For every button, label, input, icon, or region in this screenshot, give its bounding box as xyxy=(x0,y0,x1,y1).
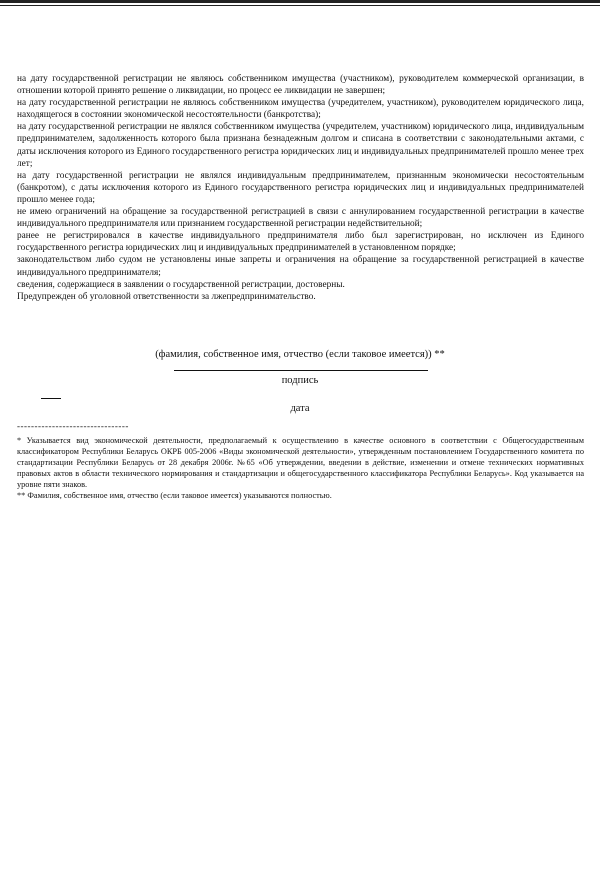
declaration-paragraph: на дату государственной регистрации не являюсь собственником имущества (участником), руководителем коммерческой организации, в отношении которой принято решение о ликвидации, но процесс ее ликвидации не завершен; xyxy=(17,74,584,97)
footnotes xyxy=(17,436,584,501)
declaration-paragraph: ранее не регистрировался в качестве индивидуального предпринимателя либо был зарегистрирован, но исключен из Единого государственного регистра юридических лиц и индивидуальных предпринимателей в установленном порядке; xyxy=(17,231,584,254)
declaration-paragraph: на дату государственной регистрации не являлся индивидуальным предпринимателем, признанным экономически несостоятельным (банкротом), с даты исключения которого из Единого государственного регистра юридических лиц и индивидуальных предпринимателей прошло менее года; xyxy=(17,170,584,205)
date-label: дата xyxy=(290,403,310,414)
top-border-thick xyxy=(0,0,600,3)
date-line xyxy=(41,398,61,399)
signature-label: подпись xyxy=(281,375,319,386)
declaration-paragraph: законодательством либо судом не установлены иные запреты и ограничения на обращение за государственной регистрацией в качестве индивидуального предпринимателя; xyxy=(17,255,584,278)
top-border-thin xyxy=(0,5,600,6)
footnote-full-name: ** Фамилия, собственное имя, отчество (если таковое имеется) указываются полностью. xyxy=(17,490,332,500)
declaration-paragraph: на дату государственной регистрации не являюсь собственником имущества (учредителем, участником), руководителем юридического лица, находящегося в состоянии экономической несостоятельности (банкротства); xyxy=(17,98,584,121)
footnote-separator: -------------------------------- xyxy=(17,421,129,431)
declaration-paragraph: на дату государственной регистрации не являлся собственником имущества (учредителем, участником) юридического лица, индивидуальным предпринимателем, задолженность которого была признана безнадежным долгом и списана в соответствии с законодательными актами, с даты исключения которого из Единого государственного регистра юридических лиц и индивидуальных предпринимателей прошло менее трех лет; xyxy=(17,122,584,169)
declaration-body xyxy=(17,73,584,303)
footnote-activity-code: * Указывается вид экономической деятельности, предполагаемый к осуществлению в качестве основного в соответствии с Общегосударственным классификатором Республики Беларусь ОКРБ 005-2006 «Виды экономической деятельности», утвержденным постановлением Государственного комитета по стандартизации Республики Беларусь от 28 декабря 2006г. №65 «Об утверждении, введении в действие, изменении и отмене технических нормативных правовых актов в области технического нормирования и стандартизации и общегосударственного классификатора Республики Беларусь». Код указывается на уровне пяти знаков. xyxy=(17,436,584,489)
declaration-paragraph: не имею ограничений на обращение за государственной регистрацией в связи с аннулированием государственной регистрации в качестве индивидуального предпринимателя или признанием государственной регистрации недействительной; xyxy=(17,207,584,230)
signature-line xyxy=(174,370,428,371)
full-name-caption: (фамилия, собственное имя, отчество (если таковое имеется)) ** xyxy=(155,349,445,360)
liability-warning: Предупрежден об уголовной ответственности за лжепредпринимательство. xyxy=(17,291,316,302)
declaration-paragraph: сведения, содержащиеся в заявлении о государственной регистрации, достоверны. xyxy=(17,279,345,290)
